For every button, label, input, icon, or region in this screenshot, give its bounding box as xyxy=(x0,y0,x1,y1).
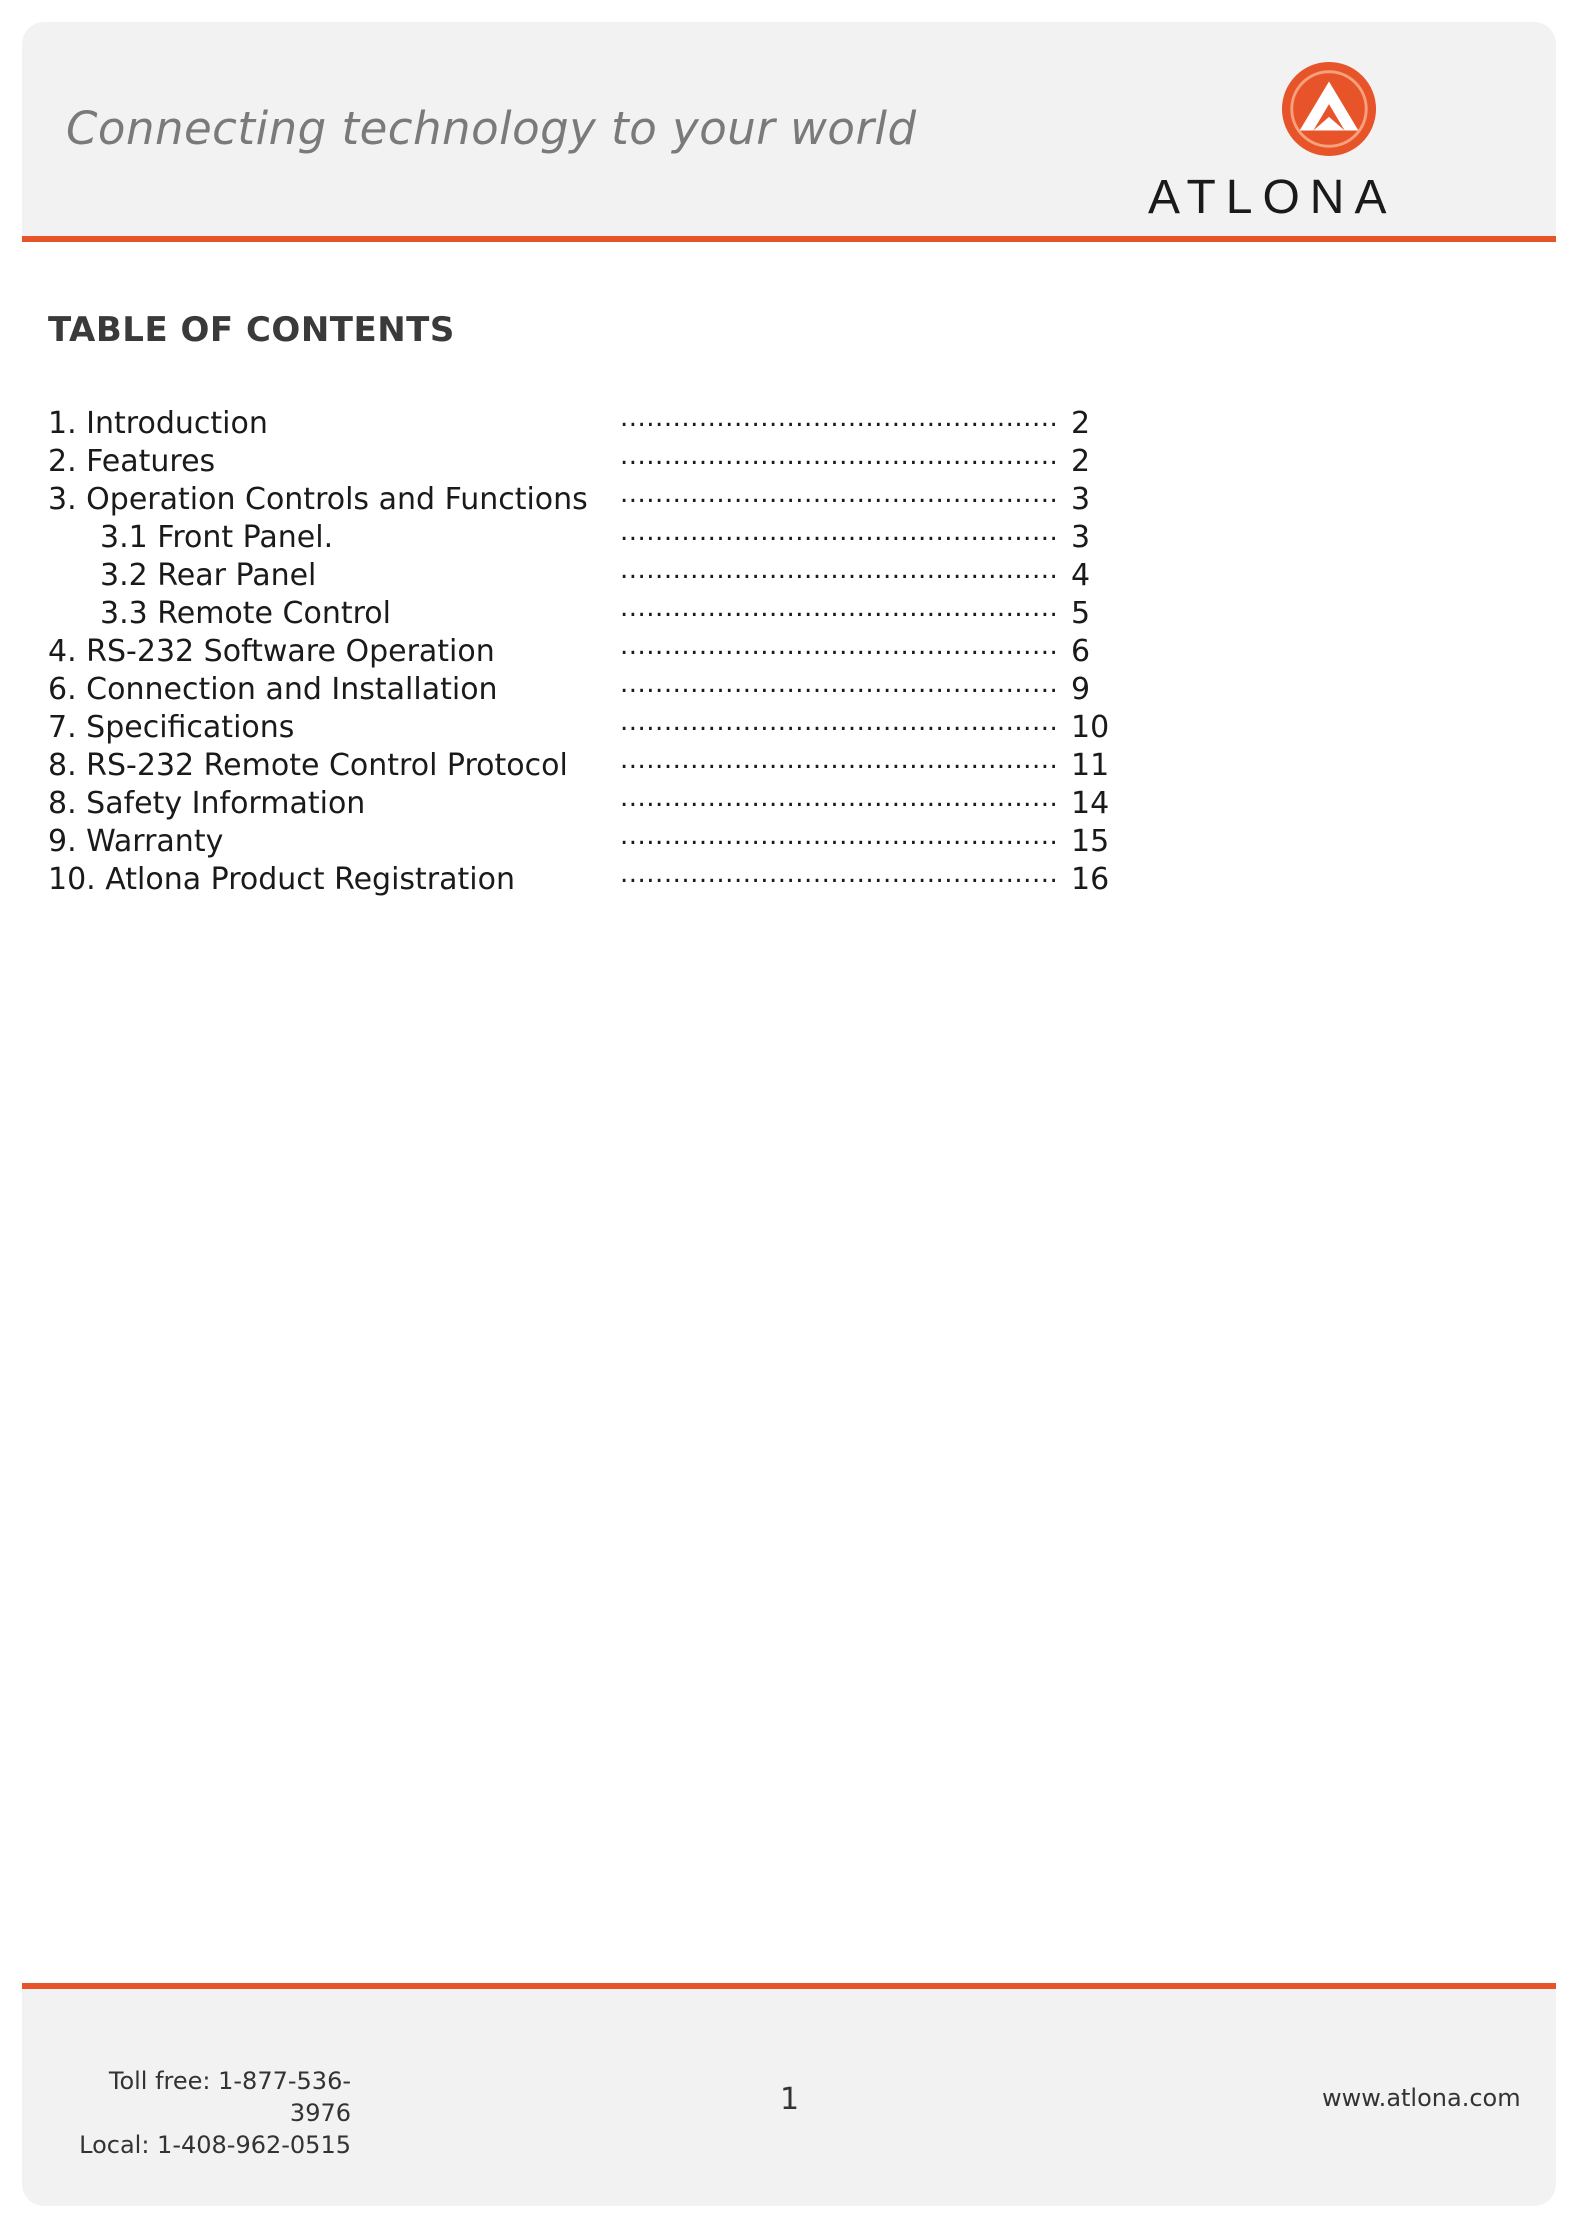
toc-entry-label: 8. Safety Information xyxy=(48,786,366,821)
toc-entry-page: 14 xyxy=(1071,786,1110,821)
toc-entry-page: 9 xyxy=(1071,672,1091,707)
toc-entry-label: 6. Connection and Installation xyxy=(48,672,498,707)
toc-entry-label: 4. RS-232 Software Operation xyxy=(48,634,495,669)
toc-entry-label: 3.1 Front Panel. xyxy=(100,520,334,555)
atlona-logo-icon xyxy=(1280,60,1378,158)
toc-leader-dots: .................................................. xyxy=(620,517,1059,547)
header-tagline: Connecting technology to your world xyxy=(66,102,917,155)
toc-entry-page: 6 xyxy=(1071,634,1091,669)
toc-entry-page: 4 xyxy=(1071,558,1091,593)
toc-entry-label: 3.2 Rear Panel xyxy=(100,558,317,593)
local-number: Local: 1-408-962-0515 xyxy=(79,2131,351,2159)
page-number: 1 xyxy=(780,2082,800,2117)
toc-entry-page: 3 xyxy=(1071,482,1091,517)
toc-entry-label: 3. Operation Controls and Functions xyxy=(48,482,588,517)
toc-leader-dots: .................................................. xyxy=(620,403,1059,433)
toc-entry-page: 11 xyxy=(1071,748,1110,783)
toc-entry-label: 10. Atlona Product Registration xyxy=(48,862,515,897)
toc-entry-label: 3.3 Remote Control xyxy=(100,596,391,631)
header-divider xyxy=(22,236,1556,242)
toc-leader-dots: .................................................. xyxy=(620,745,1059,775)
toll-free-number: Toll free: 1-877-536-3976 xyxy=(108,2067,351,2127)
toc-leader-dots: .................................................. xyxy=(620,555,1059,585)
toc-entry-label: 1. Introduction xyxy=(48,406,268,441)
toc-entry-label: 8. RS-232 Remote Control Protocol xyxy=(48,748,568,783)
toc-title: TABLE OF CONTENTS xyxy=(48,310,455,350)
toc-entry-page: 2 xyxy=(1071,406,1091,441)
toc-entry-page: 5 xyxy=(1071,596,1091,631)
footer-contact xyxy=(58,2065,351,2161)
toc-list xyxy=(48,405,1168,899)
toc-leader-dots: .................................................. xyxy=(620,479,1059,509)
toc-leader-dots: .................................................. xyxy=(620,669,1059,699)
toc-leader-dots: .................................................. xyxy=(620,631,1059,661)
toc-entry-page: 16 xyxy=(1071,862,1110,897)
toc-entry-label: 2. Features xyxy=(48,444,216,479)
toc-entry-page: 3 xyxy=(1071,520,1091,555)
atlona-wordmark xyxy=(1148,168,1508,228)
toc-entry-page: 10 xyxy=(1071,710,1110,745)
toc-leader-dots: .................................................. xyxy=(620,783,1059,813)
toc-entry-page: 15 xyxy=(1071,824,1110,859)
toc-leader-dots: .................................................. xyxy=(620,441,1059,471)
toc-leader-dots: .................................................. xyxy=(620,593,1059,623)
toc-leader-dots: .................................................. xyxy=(620,821,1059,851)
toc-entry[interactable] xyxy=(48,861,1168,899)
toc-leader-dots: .................................................. xyxy=(620,859,1059,889)
svg-text:ATLONA: ATLONA xyxy=(1148,171,1397,224)
toc-entry-page: 2 xyxy=(1071,444,1091,479)
website-link[interactable]: www.atlona.com xyxy=(1322,2084,1521,2112)
toc-entry-label: 7. Specifications xyxy=(48,710,295,745)
toc-leader-dots: .................................................. xyxy=(620,707,1059,737)
toc-entry-label: 9. Warranty xyxy=(48,824,224,859)
